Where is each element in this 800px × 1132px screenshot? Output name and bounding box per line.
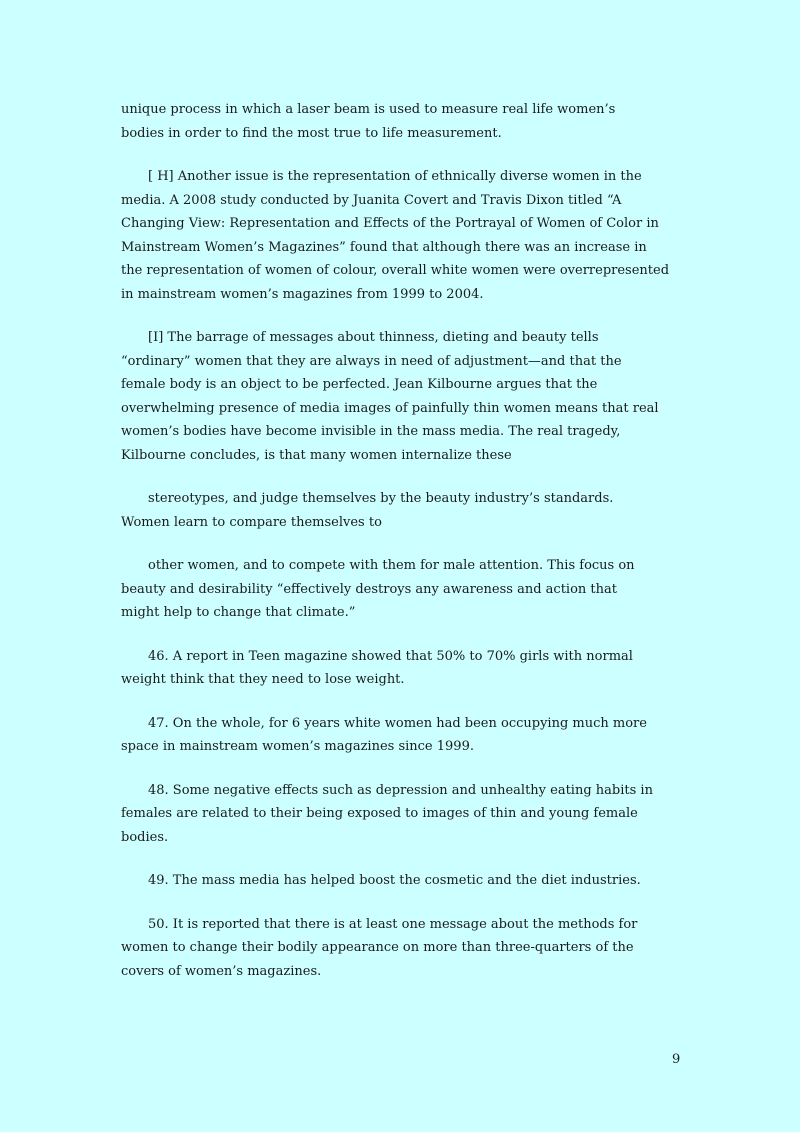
text-line: media. A 2008 study conducted by Juanita Covert and Travis Dixon titled “A — [121, 192, 622, 208]
text-line: 50. It is reported that there is at least one message about the methods for — [148, 916, 638, 932]
text-line: Mainstream Women’s Magazines” found that although there was an increase in — [121, 239, 647, 255]
text-line: covers of women’s magazines. — [121, 963, 322, 979]
text-line: 49. The mass media has helped boost the cosmetic and the diet industries. — [148, 873, 641, 888]
text-line: other women, and to compete with them for male attention. This focus on — [148, 558, 635, 573]
paragraph-i-continued-2 — [121, 554, 686, 625]
question-49 — [121, 869, 686, 893]
text-line: women’s bodies have become invisible in the mass media. The real tragedy, — [121, 424, 621, 439]
paragraph-i-continued-1 — [121, 487, 686, 534]
question-46 — [121, 645, 686, 692]
text-line: unique process in which a laser beam is used to measure real life women’s — [121, 102, 616, 117]
text-line: in mainstream women’s magazines from 1999 to 2004. — [121, 286, 484, 302]
text-line: 46. A report in Teen magazine showed that 50% to 70% girls with normal — [148, 648, 633, 664]
text-line: Women learn to compare themselves to — [121, 514, 382, 530]
text-line: bodies in order to find the most true to life measurement. — [121, 125, 502, 141]
text-line: female body is an object to be perfected. Jean Kilbourne argues that the — [121, 377, 598, 392]
text-line: women to change their bodily appearance on more than three-quarters of the — [121, 940, 634, 955]
text-line: weight think that they need to lose weight. — [121, 672, 405, 687]
text-line: Changing View: Representation and Effects of the Portrayal of Women of Color in — [121, 216, 659, 231]
text-line: overwhelming presence of media images of painfully thin women means that real — [121, 400, 659, 416]
paragraph-i — [121, 326, 686, 467]
page-number: 9 — [672, 1052, 681, 1067]
text-line: females are related to their being exposed to images of thin and young female — [121, 806, 638, 821]
text-line: 47. On the whole, for 6 years white women had been occupying much more — [148, 715, 647, 731]
question-48 — [121, 779, 686, 850]
text-line: 48. Some negative effects such as depression and unhealthy eating habits in — [148, 782, 653, 798]
text-line: beauty and desirability “effectively destroys any awareness and action that — [121, 581, 617, 597]
text-line: space in mainstream women’s magazines since 1999. — [121, 739, 474, 754]
text-line: [ H] Another issue is the representation of ethnically diverse women in the — [148, 169, 642, 184]
text-line: [I] The barrage of messages about thinness, dieting and beauty tells — [148, 330, 599, 345]
text-line: Kilbourne concludes, is that many women internalize these — [121, 447, 512, 463]
text-line: “ordinary” women that they are always in need of adjustment—and that the — [121, 353, 622, 369]
text-line: bodies. — [121, 829, 169, 845]
text-line: stereotypes, and judge themselves by the beauty industry’s standards. — [148, 491, 614, 506]
question-50 — [121, 913, 686, 984]
text-line: the representation of women of colour, overall white women were overrepresented — [121, 263, 670, 278]
text-line: might help to change that climate.” — [121, 605, 356, 620]
paragraph-intro — [121, 98, 686, 145]
document-body — [121, 98, 686, 1003]
paragraph-h — [121, 165, 686, 306]
question-47 — [121, 712, 686, 759]
